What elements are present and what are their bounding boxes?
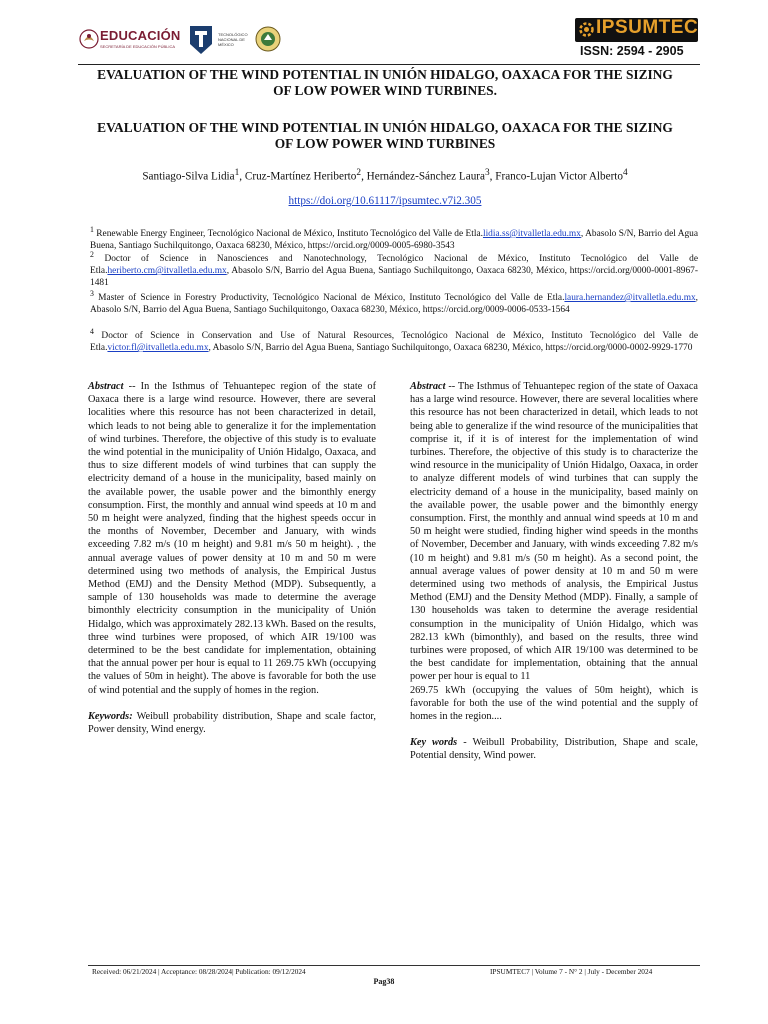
abstract-column-right [410, 380, 698, 763]
abstract-label: Abstract [88, 381, 124, 392]
ipsumtec-gear-icon [578, 21, 595, 38]
tecnm-logo-icon [186, 22, 216, 58]
header-rule [78, 64, 700, 65]
abstract-paragraph-continued: 269.75 kWh (occupying the values of 50m height), which is favorable for both the use of the wind potential and the supply of homes in the region.... [410, 684, 698, 723]
affiliation-4: $^4$ Doctor of Science in Conservation and Use of Natural Resources, Tecnológico Nacional de México, Instituto Tecnológico del Valle de Etla.victor.fl@itvalletla.edu.mx, Abasolo S/N, Barrio del Agua Buena, Santiago Suchilquitongo, Oaxaca 68230, México, https://orcid.org/0000-0002-9929-1770 [90, 327, 698, 354]
email-link[interactable]: lidia.ss@itvalletla.edu.mx [482, 229, 581, 240]
keywords-paragraph: Key words - Weibull Probability, Distribution, Shape and scale, Potential density, Wind power. [410, 737, 698, 762]
paper-title-secondary: EVALUATION OF THE WIND POTENTIAL IN UNIÓN HIDALGO, OAXACA FOR THE SIZING OF LOW POWER WIND TURBINES [97, 120, 673, 151]
author-name: Cruz-Martínez Heriberto [244, 170, 357, 183]
author-name: Franco-Lujan Victor Alberto [495, 170, 623, 183]
abstract-column-left [88, 380, 376, 736]
email-link[interactable]: laura.hernandez@itvalletla.edu.mx [564, 293, 696, 304]
affiliation-3: $^3$ Master of Science in Forestry Productivity, Tecnológico Nacional de México, Instituto Tecnológico del Valle de Etla.laura.hernandez@itvalletla.edu.mx, Abasolo S/N, Barrio del Agua Buena, Santiago Suchilquitongo, Oaxaca 68230, México, https://orcid.org/0009-0006-0533-1564 [90, 289, 699, 316]
affiliation-2: $^2$ Doctor of Science in Nanosciences and Nanotechnology, Tecnológico Nacional de México, Instituto Tecnológico del Valle de Etla.heriberto.cm@itvalletla.edu.mx, Abasolo S/N, Barrio del Agua Buena, Santiago Suchilquitongo, Oaxaca 68230, México, https://orcid.org/0000-0001-8967-1481 [90, 250, 699, 289]
mexico-emblem-icon [78, 26, 100, 52]
header-logos [78, 22, 248, 58]
author-name: Santiago-Silva Lidia [142, 170, 235, 183]
email-link[interactable]: victor.fl@itvalletla.edu.mx [107, 343, 209, 354]
educacion-logo-text: EDUCACIÓN [100, 28, 181, 43]
paper-title: EVALUATION OF THE WIND POTENTIAL IN UNIÓN HIDALGO, OAXACA FOR THE SIZING OF LOW POWER WIND TURBINES. [97, 67, 673, 98]
email-link[interactable]: heriberto.cm@itvalletla.edu.mx [107, 266, 227, 277]
keywords-paragraph: Keywords: Weibull probability distribution, Shape and scale factor, Power density, Wind energy. [88, 710, 376, 736]
author-name: Hernández-Sánchez Laura [366, 170, 485, 183]
institute-seal-icon [255, 26, 281, 52]
abstract-paragraph: Abstract -- The Isthmus of Tehuantepec region of the state of Oaxaca has a large wind resource. However, there are several localities where this resource has not been characterized in detail, which leads to not being able to generalize if the wind resource of the municipalities that comprise it, if it is of interest for the implementation of wind turbines. Therefore, the objective of this study is to characterize the wind resource in the municipality of Unión Hidalgo, Oaxaca, in order to analyze different models of wind turbines that can supply the electricity demand of a house in the municipality, based mainly on the available power, the usable power and the bimonthly energy consumption. First, the monthly and annual wind speeds at 10 m and 50 m height were studied, finding higher wind speeds in the months of November, December and January, with winds exceeding 7.82 m/s (10 m height) and 9.81 m/s (50 m height). As a second point, the annual average values of power density at 10 m and 50 m were determined using two methods of analysis, the Empirical Justus Method (EMJ) and the Density Method (MDP). Finally, a sample of 130 households was taken to determine the average residential consumption in the municipality of Unión Hidalgo, which was 282.13 kWh (bimonthly), and based on the results, three wind turbines were proposed, of which AIR 19/100 was determined to be the best candidate for implementation, obtaining that the annual power per hour is equal to 11 [410, 381, 698, 683]
educacion-logo-subtext: SECRETARÍA DE EDUCACIÓN PÚBLICA [100, 44, 176, 49]
journal-volume-info: IPSUMTEC7 | Volume 7 - N° 2 | July - December 2024 [490, 967, 653, 976]
affiliation-1: $^1$ Renewable Energy Engineer, Tecnológico Nacional de México, Instituto Tecnológico del Valle de Etla.lidia.ss@itvalletla.edu.mx, Abasolo S/N, Barrio del Agua Buena, Santiago Suchilquitongo, Oaxaca 68230, México, https://orcid.org/0009-0005-6980-3543 [90, 225, 698, 252]
abstract-paragraph: Abstract -- In the Isthmus of Tehuantepec region of the state of Oaxaca there is a large wind resource. However, there are several localities where this resource has not been characterized in detail, which leads to not being able to generalize it for the implementation of wind turbines. Therefore, the objective of this study is to evaluate the wind potential in the municipality of Unión Hidalgo, Oaxaca, and thus to size different models of wind turbines that can supply the electricity demand of a house in the municipality, based mainly on the available power, the usable power and the bimonthly energy consumption. First, the monthly and annual wind speeds at 10 m and 50 m height were analyzed, finding that the highest speeds occur in the months of November, December and January, with winds exceeding 7.82 m/s (10 m height) and 9.81 m/s 50 m height). , the annual average values of power density at 10 m and 50 m were determined using two methods of analysis, the Empirical Justus Method (EMJ) and the Density Method (MDP). Subsequently, a sample of 130 households was made to determine the average bimonthly electricity consumption in the municipality of Unión Hidalgo, which was approximately 282.13 kWh. Based on the results, three wind turbines were proposed, of which AIR 19/100 was determined to be the best candidate for implementation, obtaining that the annual power per hour is equal to 11 269.75 kWh (occupying the values of 50m in height). The above is favorable for both the use of wind potential and the supply of homes in the region. [88, 381, 376, 696]
keywords-label: Key words [410, 737, 458, 749]
issn-label: ISSN: 2594 - 2905 [580, 44, 684, 58]
page-number: Pag38 [373, 977, 395, 986]
doi-line [90, 195, 680, 207]
abstract-label: Abstract [410, 381, 446, 392]
footer-rule [88, 965, 700, 966]
ipsumtec-logo-text: IPSUMTEC [596, 17, 699, 38]
tecnm-logo-text: TECNOLÓGICO NACIONAL DE MÉXICO [218, 32, 248, 47]
author-list: Santiago-Silva Lidia$^1$, Cruz-Martínez Heriberto$^2$, Hernández-Sánchez Laura$^3$, Franco-Lujan Victor Alberto$^4$ [142, 168, 628, 183]
publication-dates: Received: 06/21/2024 | Acceptance: 08/28/2024| Publication: 09/12/2024 [92, 967, 306, 976]
keywords-label: Keywords: [88, 710, 133, 722]
doi-link[interactable]: https://doi.org/10.61117/ipsumtec.v7i2.305 [288, 195, 482, 207]
